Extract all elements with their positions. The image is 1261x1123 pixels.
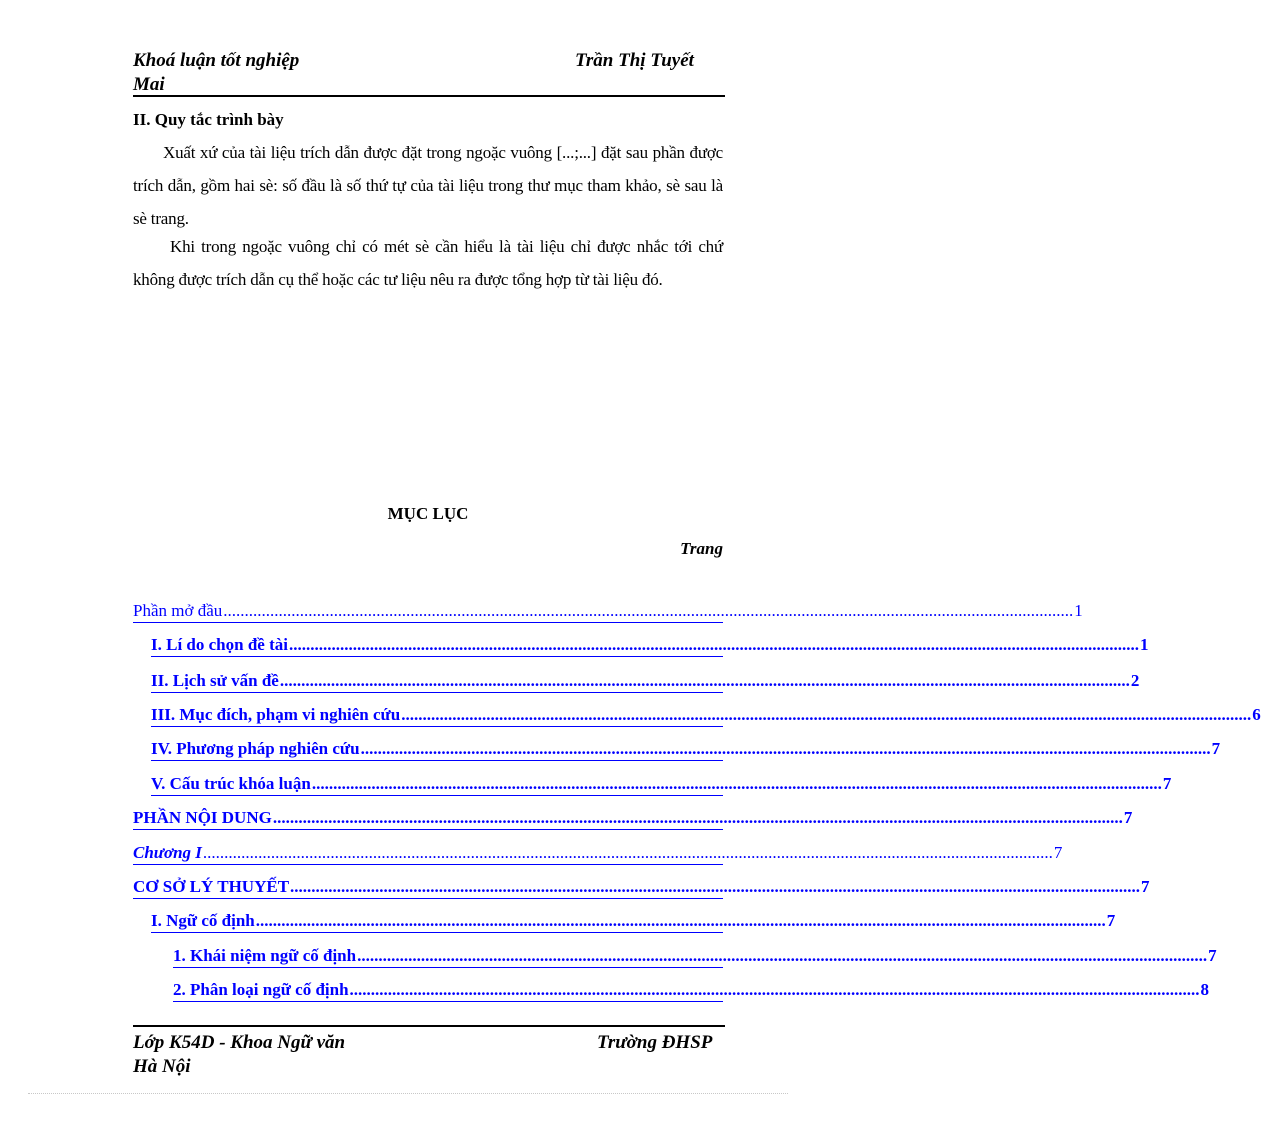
toc-entry-page: 7: [1211, 739, 1221, 758]
toc-leader: ........................................................................................................................................................................................................: [357, 946, 1208, 965]
toc-entry-label: PHẦN NỘI DUNG: [133, 808, 272, 827]
toc-entry-page: 7: [1141, 877, 1150, 896]
paragraph-2: Khi trong ngoặc vuông chỉ có mét sè cần hiểu là tài liệu chỉ được nhắc tới chứ không được trích dẫn cụ thể hoặc các tư liệu nêu ra được tổng hợp từ tài liệu đó.: [133, 237, 723, 289]
toc-entry-label: II. Lịch sử vấn đề: [151, 671, 279, 690]
toc-entry-label: 2. Phân loại ngữ cố định: [173, 980, 349, 999]
toc-entry-page: 1: [1139, 635, 1149, 654]
toc-leader: ........................................................................................................................................................................................................: [223, 601, 1074, 620]
toc-entry-label: 1. Khái niệm ngữ cố định: [173, 946, 357, 965]
toc-entry[interactable]: [173, 945, 1217, 968]
footer-rule: [133, 1025, 725, 1027]
toc-leader: ........................................................................................................................................................................................................: [349, 980, 1200, 999]
header-author-continued: Mai: [133, 74, 165, 95]
toc-leader: ........................................................................................................................................................................................................: [279, 671, 1130, 690]
toc-entry-label: I. Ngữ cố định: [151, 911, 255, 930]
toc-leader: ........................................................................................................................................................................................................: [272, 808, 1123, 827]
page-bottom-edge: [28, 1093, 788, 1094]
toc-entry[interactable]: [133, 807, 1133, 830]
toc-leader: ........................................................................................................................................................................................................: [288, 635, 1139, 654]
toc-entry-page: 7: [1162, 774, 1172, 793]
toc-entry-label: IV. Phương pháp nghiên cứu: [151, 739, 360, 758]
header-author: Trần Thị Tuyết: [575, 50, 694, 71]
toc-entry-page: 7: [1053, 843, 1063, 862]
footer-class: Lớp K54D - Khoa Ngữ văn: [133, 1032, 346, 1053]
toc-entry[interactable]: [133, 600, 1083, 623]
toc-entry-page: 7: [1123, 808, 1133, 827]
paragraph-1: Xuất xứ của tài liệu trích dẫn được đặt trong ngoặc vuông [...;...] đặt sau phần được trích dẫn, gồm hai sè: số đầu là số thứ tự của tài liệu trong thư mục tham khảo, sè sau là sè trang.: [133, 143, 723, 228]
header-rule: [133, 95, 725, 97]
toc-leader: ........................................................................................................................................................................................................: [401, 705, 1252, 724]
toc-entry-page: 1: [1074, 601, 1083, 620]
footer-city: Hà Nội: [133, 1056, 191, 1077]
toc-entry-label: III. Mục đích, phạm vi nghiên cứu: [151, 705, 401, 724]
section-title: II. Quy tắc trình bày: [133, 110, 284, 129]
toc-entry-label: I. Lí do chọn đề tài: [151, 635, 288, 654]
toc-entry[interactable]: [151, 773, 1172, 796]
toc-entry-label: V. Cấu trúc khóa luận: [151, 774, 311, 793]
toc-leader: ........................................................................................................................................................................................................: [360, 739, 1211, 758]
toc-entry-page: 8: [1200, 980, 1210, 999]
toc-entry-label: Chương I: [133, 843, 202, 862]
toc-leader: ........................................................................................................................................................................................................: [290, 877, 1141, 896]
toc-entry-label: Phần mở đầu: [133, 601, 223, 620]
toc-entry-page: 7: [1106, 911, 1116, 930]
toc-page-label: Trang: [680, 539, 723, 558]
toc-entry[interactable]: [151, 910, 1116, 933]
toc-leader: ........................................................................................................................................................................................................: [202, 843, 1053, 862]
toc-entry[interactable]: [151, 704, 1261, 727]
toc-entry[interactable]: [173, 979, 1210, 1002]
toc-entry-page: 6: [1252, 705, 1261, 724]
toc-entry-page: 2: [1130, 671, 1140, 690]
toc-entry[interactable]: [151, 738, 1221, 761]
toc-entry[interactable]: [151, 670, 1140, 693]
toc-entry[interactable]: [133, 876, 1150, 899]
footer-school: Trường ĐHSP: [597, 1032, 713, 1053]
toc-entry[interactable]: [133, 842, 1063, 865]
toc-entry[interactable]: [151, 634, 1149, 657]
toc-title: MỤC LỤC: [387, 504, 469, 523]
toc-leader: ........................................................................................................................................................................................................: [255, 911, 1106, 930]
toc-leader: ........................................................................................................................................................................................................: [311, 774, 1162, 793]
toc-entry-page: 7: [1208, 946, 1217, 965]
header-left-title: Khoá luận tốt nghiệp: [133, 50, 300, 71]
toc-entry-label: CƠ SỞ LÝ THUYẾT: [133, 877, 290, 896]
